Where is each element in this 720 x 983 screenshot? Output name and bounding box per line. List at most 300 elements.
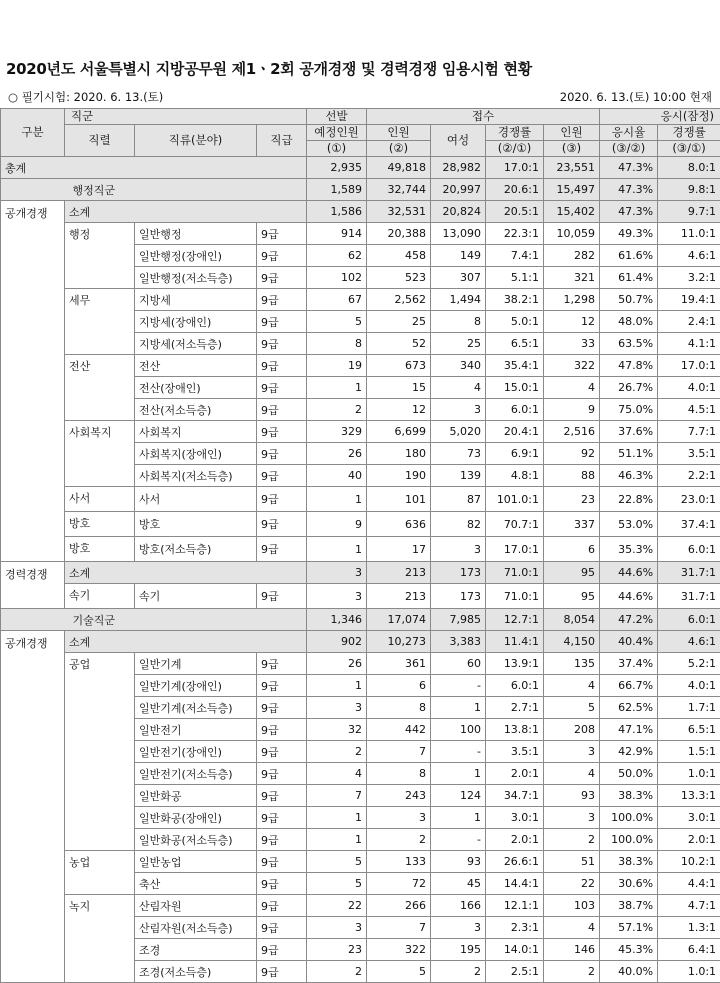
header-gubun: 구분: [1, 109, 65, 157]
field-label: 산림자원(저소득층): [135, 917, 257, 939]
blank-cell: [1, 179, 65, 201]
grade-label: 9급: [257, 333, 307, 355]
grade-label: 9급: [257, 311, 307, 333]
take-ratio: 1.0:1: [658, 763, 720, 785]
take-ratio: 23.0:1: [658, 487, 720, 512]
header-seonbal-sub: (①): [307, 141, 367, 157]
apply-ratio: 3.5:1: [486, 741, 544, 763]
applicants: 6,699: [367, 421, 431, 443]
table-row: [1, 537, 720, 562]
female-applicants: -: [431, 741, 486, 763]
take-rate: 100.0%: [600, 807, 658, 829]
planned-count: 3: [307, 917, 367, 939]
header-seonbal: 선발: [307, 109, 367, 125]
female-applicants: 173: [431, 562, 486, 584]
series-label: 농업: [65, 851, 135, 895]
applicants: 190: [367, 465, 431, 487]
female-applicants: 1: [431, 807, 486, 829]
takers: 3: [544, 741, 600, 763]
apply-ratio: 17.0:1: [486, 537, 544, 562]
applicants: 213: [367, 562, 431, 584]
take-rate: 62.5%: [600, 697, 658, 719]
header-seonbal-2: 예정인원: [307, 125, 367, 141]
grade-label: 9급: [257, 289, 307, 311]
takers: 15,402: [544, 201, 600, 223]
apply-ratio: 5.1:1: [486, 267, 544, 289]
applicants: 3: [367, 807, 431, 829]
apply-ratio: 6.0:1: [486, 399, 544, 421]
field-label: 사회복지(저소득층): [135, 465, 257, 487]
take-ratio: 31.7:1: [658, 584, 720, 609]
apply-ratio: 15.0:1: [486, 377, 544, 399]
applicants: 243: [367, 785, 431, 807]
take-ratio: 31.7:1: [658, 562, 720, 584]
planned-count: 26: [307, 653, 367, 675]
field-label: 일반기계(저소득층): [135, 697, 257, 719]
take-rate: 61.6%: [600, 245, 658, 267]
take-ratio: 6.0:1: [658, 609, 720, 631]
field-label: 산림자원: [135, 895, 257, 917]
planned-count: 329: [307, 421, 367, 443]
takers: 1,298: [544, 289, 600, 311]
takers: 337: [544, 512, 600, 537]
apply-ratio: 20.5:1: [486, 201, 544, 223]
takers: 93: [544, 785, 600, 807]
take-ratio: 4.1:1: [658, 333, 720, 355]
field-label: 일반행정(장애인): [135, 245, 257, 267]
apply-ratio: 12.7:1: [486, 609, 544, 631]
take-ratio: 4.6:1: [658, 631, 720, 653]
grade-label: 9급: [257, 584, 307, 609]
take-rate: 46.3%: [600, 465, 658, 487]
take-ratio: 6.5:1: [658, 719, 720, 741]
take-ratio: 3.5:1: [658, 443, 720, 465]
planned-count: 1: [307, 487, 367, 512]
takers: 4,150: [544, 631, 600, 653]
apply-ratio: 38.2:1: [486, 289, 544, 311]
series-label: 전산: [65, 355, 135, 421]
female-applicants: 2: [431, 961, 486, 983]
take-rate: 51.1%: [600, 443, 658, 465]
female-applicants: 8: [431, 311, 486, 333]
field-label: 방호: [135, 512, 257, 537]
take-rate: 63.5%: [600, 333, 658, 355]
take-ratio: 4.6:1: [658, 245, 720, 267]
take-ratio: 9.8:1: [658, 179, 720, 201]
take-rate: 100.0%: [600, 829, 658, 851]
header-gyeongjaeng-sub: (②/①): [486, 141, 544, 157]
applicants: 266: [367, 895, 431, 917]
takers: 33: [544, 333, 600, 355]
apply-ratio: 13.8:1: [486, 719, 544, 741]
applicants: 72: [367, 873, 431, 895]
grade-label: 9급: [257, 421, 307, 443]
takers: 146: [544, 939, 600, 961]
grade-label: 9급: [257, 355, 307, 377]
takers: 51: [544, 851, 600, 873]
subtotal-label: 소계: [65, 201, 307, 223]
female-applicants: 3: [431, 917, 486, 939]
planned-count: 22: [307, 895, 367, 917]
header-yeoseong: 여성: [431, 125, 486, 157]
female-applicants: 1: [431, 697, 486, 719]
field-label: 사회복지(장애인): [135, 443, 257, 465]
series-label: 방호: [65, 537, 135, 562]
grade-label: 9급: [257, 763, 307, 785]
take-rate: 75.0%: [600, 399, 658, 421]
results-table: [0, 108, 720, 983]
takers: 2,516: [544, 421, 600, 443]
grade-label: 9급: [257, 829, 307, 851]
takers: 4: [544, 917, 600, 939]
field-label: 일반전기(장애인): [135, 741, 257, 763]
planned-count: 62: [307, 245, 367, 267]
takers: 103: [544, 895, 600, 917]
planned-count: 8: [307, 333, 367, 355]
take-rate: 47.3%: [600, 179, 658, 201]
blank-cell: [1, 609, 65, 631]
results-table-body: [1, 157, 720, 983]
group-label: 공개경쟁: [1, 631, 65, 983]
applicants: 7: [367, 917, 431, 939]
apply-ratio: 13.9:1: [486, 653, 544, 675]
take-rate: 47.3%: [600, 157, 658, 179]
takers: 22: [544, 873, 600, 895]
applicants: 133: [367, 851, 431, 873]
grade-label: 9급: [257, 675, 307, 697]
apply-ratio: 20.6:1: [486, 179, 544, 201]
apply-ratio: 35.4:1: [486, 355, 544, 377]
female-applicants: 4: [431, 377, 486, 399]
female-applicants: 87: [431, 487, 486, 512]
take-ratio: 11.0:1: [658, 223, 720, 245]
grade-label: 9급: [257, 653, 307, 675]
female-applicants: 45: [431, 873, 486, 895]
field-label: 일반전기: [135, 719, 257, 741]
grade-label: 9급: [257, 245, 307, 267]
subtotal-row: [1, 201, 720, 223]
grade-label: 9급: [257, 939, 307, 961]
take-rate: 47.2%: [600, 609, 658, 631]
planned-count: 5: [307, 311, 367, 333]
header-inwon: 인원: [367, 125, 431, 141]
take-rate: 37.4%: [600, 653, 658, 675]
take-rate: 37.6%: [600, 421, 658, 443]
apply-ratio: 4.8:1: [486, 465, 544, 487]
applicants: 20,388: [367, 223, 431, 245]
take-ratio: 9.7:1: [658, 201, 720, 223]
female-applicants: 139: [431, 465, 486, 487]
jikgun-row: [1, 179, 720, 201]
take-ratio: 4.7:1: [658, 895, 720, 917]
take-ratio: 5.2:1: [658, 653, 720, 675]
header-gyeongjaeng: 경쟁률: [486, 125, 544, 141]
grade-label: 9급: [257, 512, 307, 537]
planned-count: 1: [307, 829, 367, 851]
planned-count: 40: [307, 465, 367, 487]
series-label: 방호: [65, 512, 135, 537]
takers: 10,059: [544, 223, 600, 245]
planned-count: 914: [307, 223, 367, 245]
apply-ratio: 2.3:1: [486, 917, 544, 939]
takers: 4: [544, 675, 600, 697]
planned-count: 3: [307, 562, 367, 584]
take-rate: 22.8%: [600, 487, 658, 512]
takers: 5: [544, 697, 600, 719]
female-applicants: 28,982: [431, 157, 486, 179]
female-applicants: 340: [431, 355, 486, 377]
group-label: 공개경쟁: [1, 201, 65, 562]
total-row: [1, 157, 720, 179]
takers: 282: [544, 245, 600, 267]
takers: 12: [544, 311, 600, 333]
applicants: 361: [367, 653, 431, 675]
female-applicants: 73: [431, 443, 486, 465]
take-rate: 45.3%: [600, 939, 658, 961]
applicants: 213: [367, 584, 431, 609]
apply-ratio: 2.0:1: [486, 829, 544, 851]
take-ratio: 3.2:1: [658, 267, 720, 289]
apply-ratio: 71.0:1: [486, 562, 544, 584]
field-label: 전산: [135, 355, 257, 377]
series-label: 속기: [65, 584, 135, 609]
take-rate: 44.6%: [600, 562, 658, 584]
take-rate: 49.3%: [600, 223, 658, 245]
apply-ratio: 26.6:1: [486, 851, 544, 873]
applicants: 442: [367, 719, 431, 741]
planned-count: 67: [307, 289, 367, 311]
apply-ratio: 2.0:1: [486, 763, 544, 785]
applicants: 5: [367, 961, 431, 983]
applicants: 32,531: [367, 201, 431, 223]
apply-ratio: 7.4:1: [486, 245, 544, 267]
planned-count: 102: [307, 267, 367, 289]
header-jikryu: 직류(분야): [135, 125, 257, 157]
field-label: 일반화공(장애인): [135, 807, 257, 829]
applicants: 10,273: [367, 631, 431, 653]
takers: 4: [544, 377, 600, 399]
female-applicants: 82: [431, 512, 486, 537]
applicants: 17: [367, 537, 431, 562]
takers: 88: [544, 465, 600, 487]
planned-count: 5: [307, 851, 367, 873]
jikgun-label: 행정직군: [65, 179, 307, 201]
series-label: 사회복지: [65, 421, 135, 487]
page-title: 2020년도 서울특별시 지방공무원 제1ㆍ2회 공개경쟁 및 경력경쟁 임용시험 현황: [6, 58, 532, 79]
series-label: 행정: [65, 223, 135, 289]
take-ratio: 6.0:1: [658, 537, 720, 562]
applicants: 15: [367, 377, 431, 399]
take-rate: 50.7%: [600, 289, 658, 311]
series-label: 사서: [65, 487, 135, 512]
apply-ratio: 101.0:1: [486, 487, 544, 512]
applicants: 2,562: [367, 289, 431, 311]
subtotal-row: [1, 631, 720, 653]
field-label: 지방세(장애인): [135, 311, 257, 333]
table-row: [1, 895, 720, 917]
apply-ratio: 14.0:1: [486, 939, 544, 961]
take-ratio: 1.3:1: [658, 917, 720, 939]
take-rate: 53.0%: [600, 512, 658, 537]
total-label: 총계: [1, 157, 307, 179]
female-applicants: 1,494: [431, 289, 486, 311]
takers: 8,054: [544, 609, 600, 631]
take-rate: 44.6%: [600, 584, 658, 609]
applicants: 636: [367, 512, 431, 537]
takers: 208: [544, 719, 600, 741]
table-row: [1, 512, 720, 537]
takers: 2: [544, 961, 600, 983]
grade-label: 9급: [257, 917, 307, 939]
takers: 322: [544, 355, 600, 377]
table-row: [1, 223, 720, 245]
take-rate: 40.0%: [600, 961, 658, 983]
take-ratio: 1.7:1: [658, 697, 720, 719]
header-inwon-sub: (②): [367, 141, 431, 157]
takers: 15,497: [544, 179, 600, 201]
take-ratio: 17.0:1: [658, 355, 720, 377]
take-ratio: 2.2:1: [658, 465, 720, 487]
apply-ratio: 20.4:1: [486, 421, 544, 443]
planned-count: 9: [307, 512, 367, 537]
field-label: 방호(저소득층): [135, 537, 257, 562]
grade-label: 9급: [257, 223, 307, 245]
header-eungsiyul: 응시율: [600, 125, 658, 141]
female-applicants: 93: [431, 851, 486, 873]
female-applicants: 20,824: [431, 201, 486, 223]
planned-count: 2: [307, 961, 367, 983]
take-rate: 47.8%: [600, 355, 658, 377]
planned-count: 4: [307, 763, 367, 785]
take-ratio: 8.0:1: [658, 157, 720, 179]
take-ratio: 19.4:1: [658, 289, 720, 311]
take-ratio: 1.5:1: [658, 741, 720, 763]
subtotal-label: 소계: [65, 562, 307, 584]
take-ratio: 3.0:1: [658, 807, 720, 829]
take-rate: 47.3%: [600, 201, 658, 223]
header-eungsi-inwon: 인원: [544, 125, 600, 141]
take-rate: 61.4%: [600, 267, 658, 289]
female-applicants: -: [431, 829, 486, 851]
take-rate: 38.3%: [600, 851, 658, 873]
apply-ratio: 22.3:1: [486, 223, 544, 245]
subtotal-row: [1, 562, 720, 584]
takers: 9: [544, 399, 600, 421]
jikgun-label: 기술직군: [65, 609, 307, 631]
take-ratio: 6.4:1: [658, 939, 720, 961]
applicants: 8: [367, 697, 431, 719]
planned-count: 1: [307, 807, 367, 829]
applicants: 49,818: [367, 157, 431, 179]
applicants: 673: [367, 355, 431, 377]
applicants: 322: [367, 939, 431, 961]
planned-count: 902: [307, 631, 367, 653]
table-row: [1, 584, 720, 609]
field-label: 조경: [135, 939, 257, 961]
planned-count: 7: [307, 785, 367, 807]
take-rate: 42.9%: [600, 741, 658, 763]
take-ratio: 4.0:1: [658, 675, 720, 697]
group-label: 경력경쟁: [1, 562, 65, 609]
table-row: [1, 289, 720, 311]
planned-count: 1,586: [307, 201, 367, 223]
applicants: 25: [367, 311, 431, 333]
apply-ratio: 6.9:1: [486, 443, 544, 465]
header-eungsi: 응시(잠정): [600, 109, 720, 125]
grade-label: 9급: [257, 267, 307, 289]
female-applicants: -: [431, 675, 486, 697]
take-rate: 66.7%: [600, 675, 658, 697]
female-applicants: 3,383: [431, 631, 486, 653]
planned-count: 1: [307, 377, 367, 399]
female-applicants: 5,020: [431, 421, 486, 443]
as-of-label: 2020. 6. 13.(토) 10:00 현재: [560, 89, 712, 105]
field-label: 조경(저소득층): [135, 961, 257, 983]
field-label: 일반화공(저소득층): [135, 829, 257, 851]
applicants: 458: [367, 245, 431, 267]
planned-count: 1: [307, 675, 367, 697]
applicants: 6: [367, 675, 431, 697]
field-label: 일반전기(저소득층): [135, 763, 257, 785]
take-rate: 26.7%: [600, 377, 658, 399]
takers: 135: [544, 653, 600, 675]
apply-ratio: 6.0:1: [486, 675, 544, 697]
exam-date-label: ○ 필기시험: 2020. 6. 13.(토): [8, 89, 163, 105]
female-applicants: 307: [431, 267, 486, 289]
header-eungsi-inwon-sub: (③): [544, 141, 600, 157]
applicants: 7: [367, 741, 431, 763]
take-rate: 47.1%: [600, 719, 658, 741]
take-rate: 48.0%: [600, 311, 658, 333]
take-ratio: 37.4:1: [658, 512, 720, 537]
grade-label: 9급: [257, 961, 307, 983]
series-label: 세무: [65, 289, 135, 355]
takers: 23: [544, 487, 600, 512]
apply-ratio: 2.5:1: [486, 961, 544, 983]
field-label: 사서: [135, 487, 257, 512]
field-label: 속기: [135, 584, 257, 609]
table-row: [1, 653, 720, 675]
female-applicants: 195: [431, 939, 486, 961]
grade-label: 9급: [257, 895, 307, 917]
female-applicants: 13,090: [431, 223, 486, 245]
series-label: 녹지: [65, 895, 135, 983]
field-label: 일반행정: [135, 223, 257, 245]
take-rate: 57.1%: [600, 917, 658, 939]
table-row: [1, 355, 720, 377]
field-label: 일반화공: [135, 785, 257, 807]
applicants: 12: [367, 399, 431, 421]
applicants: 180: [367, 443, 431, 465]
take-rate: 38.3%: [600, 785, 658, 807]
takers: 6: [544, 537, 600, 562]
table-row: [1, 851, 720, 873]
female-applicants: 7,985: [431, 609, 486, 631]
grade-label: 9급: [257, 785, 307, 807]
grade-label: 9급: [257, 697, 307, 719]
applicants: 523: [367, 267, 431, 289]
female-applicants: 124: [431, 785, 486, 807]
takers: 92: [544, 443, 600, 465]
take-ratio: 2.4:1: [658, 311, 720, 333]
take-rate: 35.3%: [600, 537, 658, 562]
grade-label: 9급: [257, 377, 307, 399]
applicants: 32,744: [367, 179, 431, 201]
planned-count: 32: [307, 719, 367, 741]
female-applicants: 149: [431, 245, 486, 267]
take-rate: 30.6%: [600, 873, 658, 895]
grade-label: 9급: [257, 465, 307, 487]
